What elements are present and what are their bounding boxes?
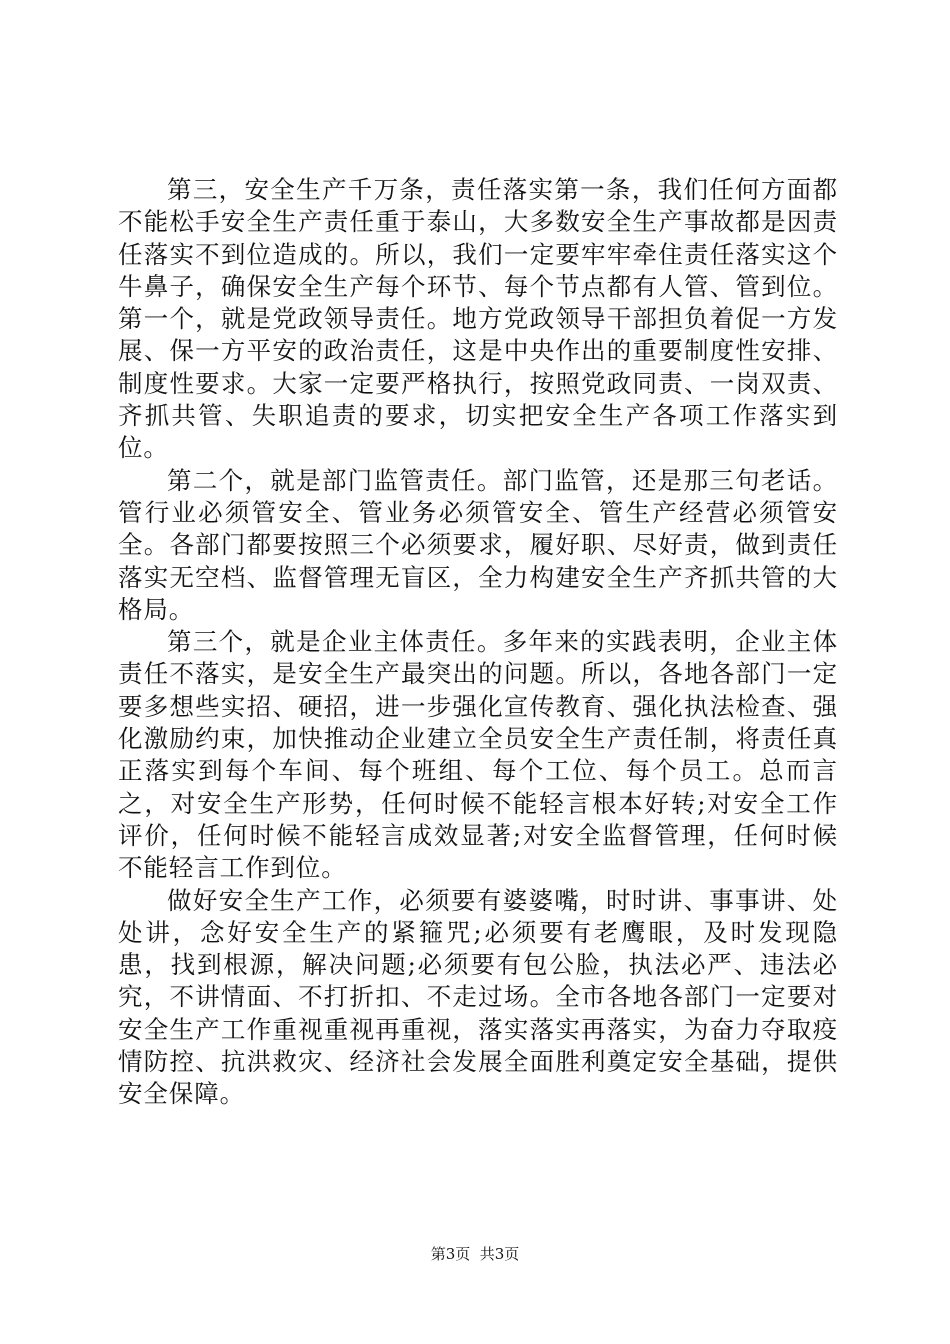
page-footer bbox=[0, 1244, 950, 1264]
document-body bbox=[118, 174, 838, 1111]
paragraph-3: 第三个，就是企业主体责任。多年来的实践表明，企业主体责任不落实，是安全生产最突出的问题。所以，各地各部门一定要多想些实招、硬招，进一步强化宣传教育、强化执法检查、强化激励约束，加快推动企业建立全员安全生产责任制，将责任真正落实到每个车间、每个班组、每个工位、每个员工。总而言之，对安全生产形势，任何时候不能轻言根本好转;对安全工作评价，任何时候不能轻言成效显著;对安全监督管理，任何时候不能轻言工作到位。 bbox=[118, 627, 838, 883]
page-number-label: 第3页 共3页 bbox=[430, 1245, 520, 1263]
paragraph-2: 第二个，就是部门监管责任。部门监管，还是那三句老话。管行业必须管安全、管业务必须管安全、管生产经营必须管安全。各部门都要按照三个必须要求，履好职、尽好责，做到责任落实无空档、监督管理无盲区，全力构建安全生产齐抓共管的大格局。 bbox=[118, 465, 838, 624]
paragraph-4: 做好安全生产工作，必须要有婆婆嘴，时时讲、事事讲、处处讲，念好安全生产的紧箍咒;必须要有老鹰眼，及时发现隐患，找到根源，解决问题;必须要有包公脸，执法必严、违法必究，不讲情面、不打折扣、不走过场。全市各地各部门一定要对安全生产工作重视重视再重视，落实落实再落实，为奋力夺取疫情防控、抗洪救灾、经济社会发展全面胜利奠定安全基础，提供安全保障。 bbox=[118, 885, 838, 1109]
paragraph-1: 第三，安全生产千万条，责任落实第一条，我们任何方面都不能松手安全生产责任重于泰山，大多数安全生产事故都是因责任落实不到位造成的。所以，我们一定要牢牢牵住责任落实这个牛鼻子，确保安全生产每个环节、每个节点都有人管、管到位。第一个，就是党政领导责任。地方党政领导干部担负着促一方发展、保一方平安的政治责任，这是中央作出的重要制度性安排、制度性要求。大家一定要严格执行，按照党政同责、一岗双责、齐抓共管、失职追责的要求，切实把安全生产各项工作落实到位。 bbox=[118, 175, 838, 463]
